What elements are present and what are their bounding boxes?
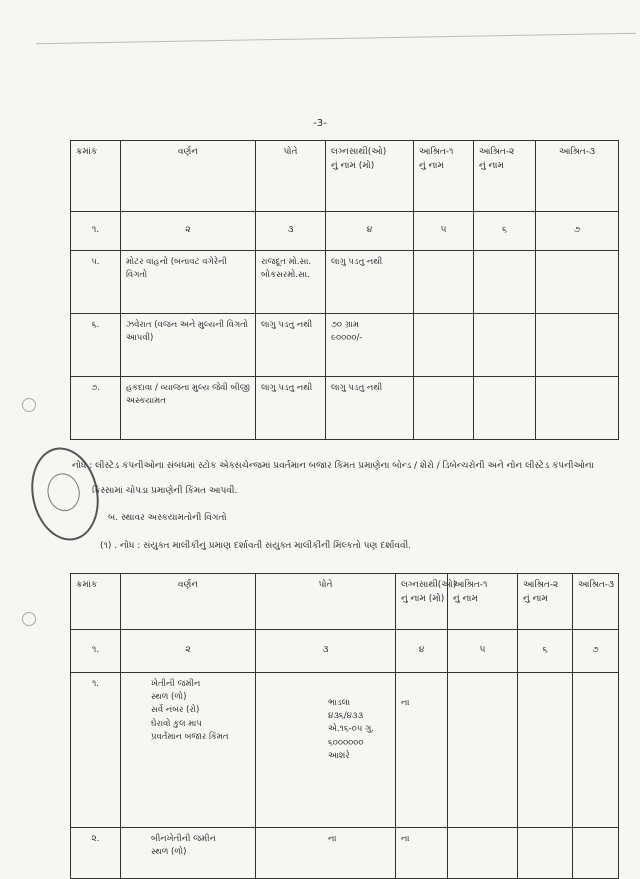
table-row bbox=[71, 828, 619, 879]
header-self: પોતે bbox=[256, 141, 326, 212]
column-number: ૪ bbox=[326, 212, 414, 251]
header-dependent-3: આશ્રિત-૩ bbox=[536, 141, 619, 212]
row-spouse-value: ૭૦ ગ્રામ ૯૦૦૦૦/- bbox=[326, 314, 414, 377]
row-serial: ૧. bbox=[71, 673, 121, 828]
header-spouse: લગ્નસાથી(ઓ) નું નામ (મો) bbox=[396, 574, 448, 630]
row-spouse-value: ના bbox=[396, 828, 448, 879]
row-dependent-1-value bbox=[448, 673, 518, 828]
row-dependent-1-value bbox=[414, 377, 474, 440]
row-self-value: ભાડલા ૪૩૬/૪૩૩ એ.૧૬-૦૫ ગુ. ૬૦૦૦૦૦૦ આશરે bbox=[256, 673, 396, 828]
immovable-assets-table bbox=[70, 573, 619, 879]
row-description: મોટર વાહનો (બનાવટ વગેરેની વિગતો bbox=[121, 251, 256, 314]
note-joint-ownership: (૧) . નોંધ : સંયુક્ત માલીકીનું પ્રમાણ દર્શાવતી સંયુક્ત માલીકીની મિલ્કતો પણ દર્શાવવી. bbox=[100, 541, 412, 551]
punch-hole bbox=[22, 398, 36, 412]
row-self-value: ના bbox=[256, 828, 396, 879]
row-description: બીનખેતીની જમીન સ્થળ (ળો) bbox=[121, 828, 256, 879]
row-spouse-value: ના bbox=[396, 673, 448, 828]
column-number: ૧. bbox=[71, 212, 121, 251]
row-dependent-2-value bbox=[474, 377, 536, 440]
column-number: ૪ bbox=[396, 630, 448, 673]
row-dependent-1-value bbox=[414, 251, 474, 314]
row-dependent-3-value bbox=[573, 673, 619, 828]
row-dependent-1-value bbox=[448, 828, 518, 879]
row-serial: ૬. bbox=[71, 314, 121, 377]
column-number: ૧. bbox=[71, 630, 121, 673]
row-dependent-2-value bbox=[474, 251, 536, 314]
row-spouse-value: લાગુ પડતુ નથી bbox=[326, 377, 414, 440]
header-dependent-2: આશ્રિત-૨ નું નામ bbox=[474, 141, 536, 212]
column-number: ૨ bbox=[121, 212, 256, 251]
column-number: ૫ bbox=[448, 630, 518, 673]
column-number: ૬ bbox=[518, 630, 573, 673]
column-number: ૩ bbox=[256, 212, 326, 251]
stamp-emblem bbox=[44, 470, 83, 514]
note-market-value-continued: કિસ્સામાં ચોપડા પ્રમાણેની કિંમત આપવી. bbox=[92, 486, 238, 496]
header-dependent-1: આશ્રિત-૧ નું નામ bbox=[414, 141, 474, 212]
table-row bbox=[71, 314, 619, 377]
row-dependent-3-value bbox=[536, 377, 619, 440]
row-serial: ૫. bbox=[71, 251, 121, 314]
row-dependent-3-value bbox=[536, 314, 619, 377]
row-description: ઝવેરાત (વજન અને મુલ્યની વિગતો આપવી) bbox=[121, 314, 256, 377]
header-dependent-2: આશ્રિત-૨ નું નામ bbox=[518, 574, 573, 630]
header-serial: ક્રમાંક bbox=[71, 574, 121, 630]
row-self-value: રાજદૂત મો.સા. બોકસરમો.સા. bbox=[256, 251, 326, 314]
table-row bbox=[71, 377, 619, 440]
table-row bbox=[71, 251, 619, 314]
column-number: ૬ bbox=[474, 212, 536, 251]
movable-assets-table bbox=[70, 140, 619, 440]
row-serial: ૨. bbox=[71, 828, 121, 879]
header-serial: ક્રમાંક bbox=[71, 141, 121, 212]
column-number: ૭ bbox=[536, 212, 619, 251]
column-number-row bbox=[71, 212, 619, 251]
section-immovable-assets-heading: બ. સ્થાવર અસ્કયામતોની વિગતો bbox=[108, 513, 227, 523]
header-spouse: લગ્નસાથી(ઓ) નું નામ (મો) bbox=[326, 141, 414, 212]
row-dependent-2-value bbox=[518, 673, 573, 828]
header-self: પોતે bbox=[256, 574, 396, 630]
column-number: ૭ bbox=[573, 630, 619, 673]
table-header-row bbox=[71, 574, 619, 630]
row-dependent-3-value bbox=[536, 251, 619, 314]
row-dependent-2-value bbox=[518, 828, 573, 879]
column-number: ૨ bbox=[121, 630, 256, 673]
column-number: ૩ bbox=[256, 630, 396, 673]
row-dependent-1-value bbox=[414, 314, 474, 377]
note-market-value: નોંધ : લીસ્ટેડ કંપનીઓના સંબંધમાં સ્ટોક એક્સચેન્જમાં પ્રવર્તમાન બજાર કિંમત પ્રમાણેના બોન્ડ / શેરો / ડિબેન્ચરોની અને નોન લીસ્ટેડ કંપનીઓના bbox=[72, 461, 594, 471]
row-description: હકદાવા / વ્યાજના મુલ્ય જેવી બીજી અસ્કયામત bbox=[121, 377, 256, 440]
row-description: ખેતીની જમીન સ્થળ (ળો) સર્વે નંબર (રો) ઘેરાવો કુલ માપ પ્રવર્તમાન બજાર કિંમત bbox=[121, 673, 256, 828]
table-row bbox=[71, 673, 619, 828]
row-spouse-value: લાગુ પડતુ નથી bbox=[326, 251, 414, 314]
row-serial: ૭. bbox=[71, 377, 121, 440]
table-header-row bbox=[71, 141, 619, 212]
row-dependent-3-value bbox=[573, 828, 619, 879]
row-dependent-2-value bbox=[474, 314, 536, 377]
header-description: વર્ણન bbox=[121, 574, 256, 630]
header-dependent-1: આશ્રિત-૧ નું નામ bbox=[448, 574, 518, 630]
column-number-row bbox=[71, 630, 619, 673]
header-description: વર્ણન bbox=[121, 141, 256, 212]
page-number: -3- bbox=[313, 118, 327, 129]
row-self-value: લાગુ પડતુ નથી bbox=[256, 314, 326, 377]
header-dependent-3: આશ્રિત-૩ bbox=[573, 574, 619, 630]
paper-fold-mark bbox=[36, 0, 636, 44]
column-number: ૫ bbox=[414, 212, 474, 251]
row-self-value: લાગુ પડતુ નથી bbox=[256, 377, 326, 440]
punch-hole bbox=[22, 612, 36, 626]
